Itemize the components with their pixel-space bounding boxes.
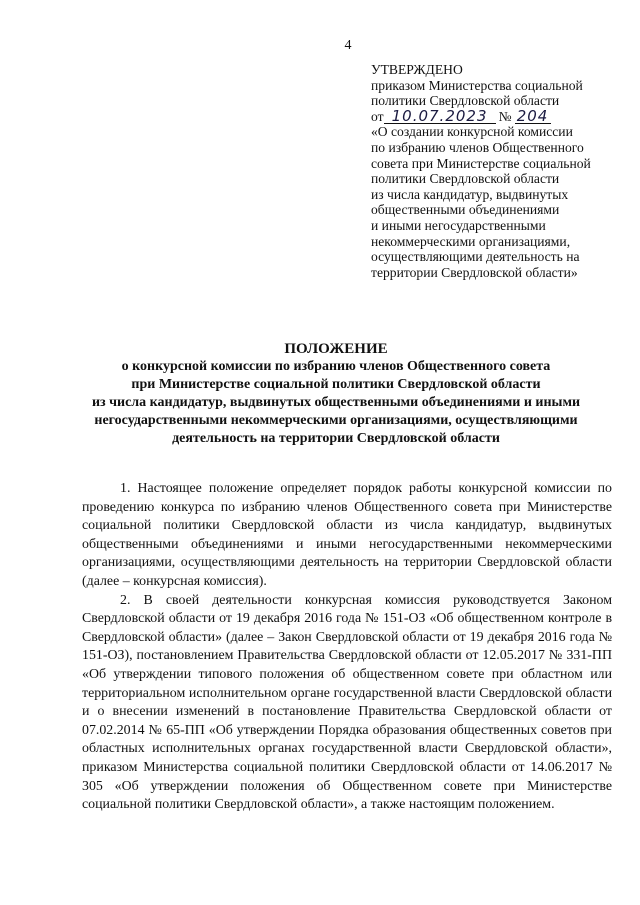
subject-line: осуществляющими деятельность на <box>371 249 580 265</box>
date-prefix: от <box>371 108 384 124</box>
approval-line-2: политики Свердловской области <box>371 93 560 109</box>
title-line: из числа кандидатур, выдвинутых общественными объединениями и иными <box>91 395 581 410</box>
subject-line: общественными объединениями <box>371 202 560 218</box>
title-main: ПОЛОЖЕНИЕ <box>284 341 388 357</box>
title-line: деятельность на территории Свердловской области <box>172 431 500 446</box>
paragraph-2: 2. В своей деятельности конкурсная комиссия руководствуется Законом Свердловской области от 19 декабря 2016 года № 151-ОЗ «Об общественном контроле в Свердловской области» (далее – Закон Свердловской области от 19 декабря 2016 года № 151-ОЗ), постановлением Правительства Свердловской области от 12.05.2017 № 331-ПП «Об утверждении типового положения об общественном совете при областном или территориальном исполнительном органе государственной власти Свердловской области и о внесении изменений в постановление Правительства Свердловской области от 07.02.2014 № 65-ПП «Об утверждении Порядка образования общественных советов при областных исполнительных органах государственной власти Свердловской области», приказом Министерства социальной политики Свердловской области от 14.06.2017 № 305 «Об утверждении положения об Общественном совете при Министерстве социальной политики Свердловской области», а также настоящим положением. <box>82 592 612 813</box>
paragraph-1: 1. Настоящее положение определяет порядок работы конкурсной комиссии по проведению конкурса по избранию членов Общественного совета при Министерстве социальной политики Свердловской области из числа кандидатур, выдвинутых общественными объединениями и иными негосударственными некоммерческими организациями, осуществляющими деятельность на территории Свердловской области (далее – конкурсная комиссия). <box>82 481 612 589</box>
subject-line: «О создании конкурсной комиссии <box>371 124 573 140</box>
subject-line: совета при Министерстве социальной <box>371 155 591 171</box>
subject-line: территории Свердловской области» <box>371 264 578 280</box>
title-line: негосударственными некоммерческими организациями, осуществляющими <box>94 413 578 428</box>
page-number: 4 <box>344 38 352 53</box>
number-prefix: № <box>498 108 512 124</box>
approval-block <box>371 62 633 280</box>
subject-line: и иными негосударственными <box>371 217 546 233</box>
approval-line-1: приказом Министерства социальной <box>371 77 583 93</box>
subject-line: из числа кандидатур, выдвинутых <box>371 186 569 202</box>
title-line: при Министерстве социальной политики Свердловской области <box>131 377 541 392</box>
document-title <box>82 340 590 448</box>
approval-heading: УТВЕРЖДЕНО <box>371 62 463 77</box>
approval-date-line <box>371 109 633 125</box>
document-body <box>82 480 612 815</box>
handwritten-date: 10.07.2023 <box>384 109 496 124</box>
subject-line: по избранию членов Общественного <box>371 139 584 155</box>
subject-line: политики Свердловской области <box>371 171 560 187</box>
title-line: о конкурсной комиссии по избранию членов Общественного совета <box>121 359 551 374</box>
handwritten-number: 204 <box>515 109 551 124</box>
subject-line: некоммерческими организациями, <box>371 233 571 249</box>
